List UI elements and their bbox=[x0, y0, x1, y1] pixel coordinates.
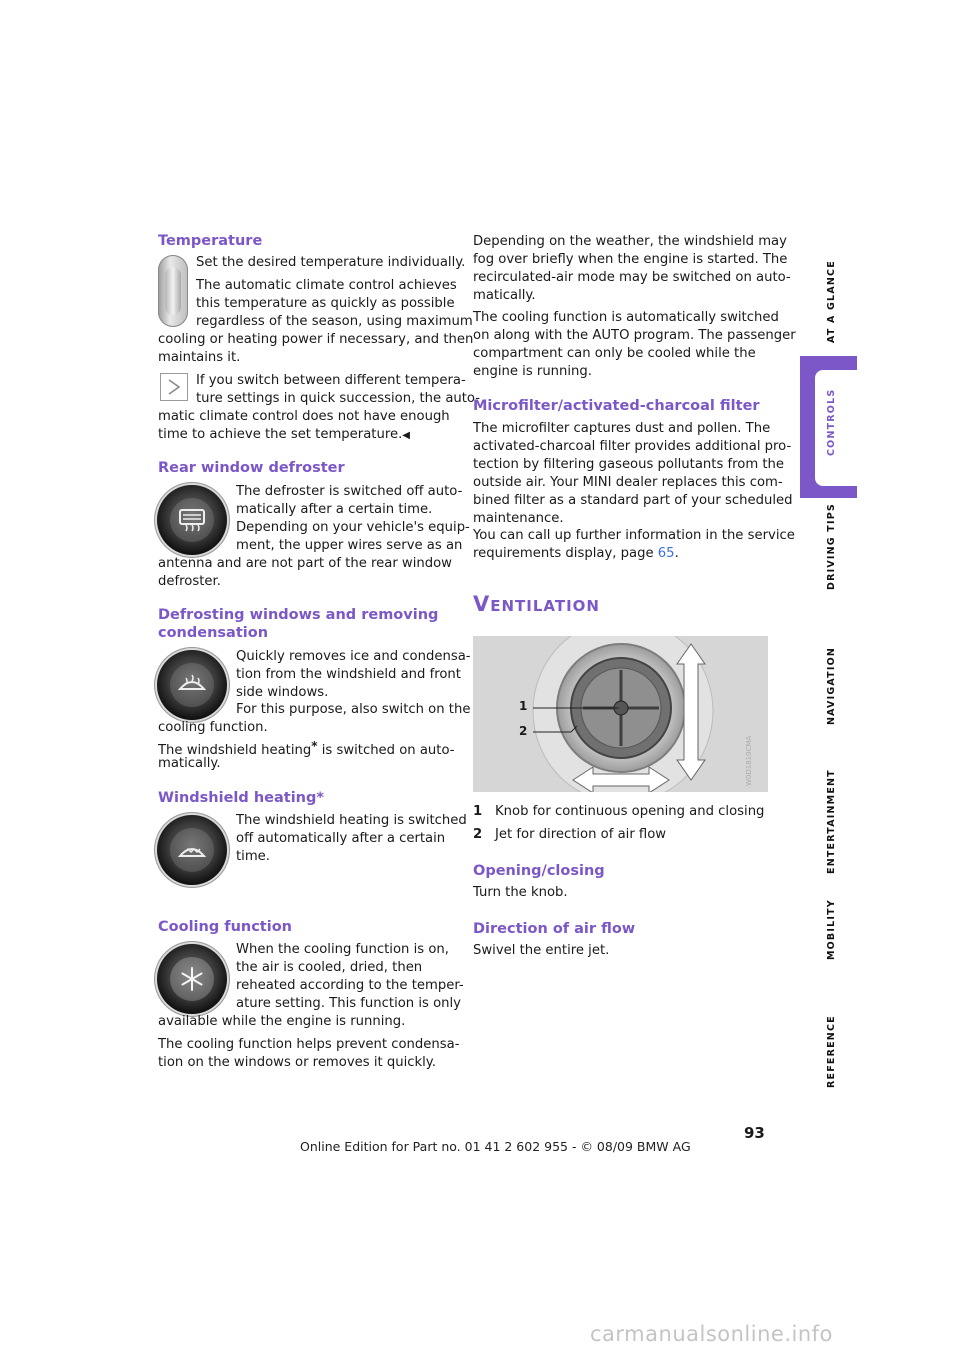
right-p2-line4: engine is running. bbox=[473, 364, 592, 379]
cooling-line6: The cooling function helps prevent condensa- bbox=[158, 1037, 460, 1052]
defrost-heading-line1: Defrosting windows and removing bbox=[158, 607, 439, 623]
temperature-heading: Temperature bbox=[158, 233, 263, 249]
rear-defroster-button-image bbox=[157, 485, 227, 555]
note-line3: matic climate control does not have enough bbox=[158, 409, 450, 424]
cooling-line7: tion on the windows or removes it quickly. bbox=[158, 1055, 436, 1070]
cooling-button-image bbox=[157, 944, 227, 1014]
page-link[interactable]: 65 bbox=[657, 546, 675, 561]
vent-item-2-num: 2 bbox=[473, 827, 483, 842]
windshield-heating-heading: Windshield heating* bbox=[158, 790, 324, 806]
sidebar-item-navigation[interactable]: NAVIGATION bbox=[826, 647, 837, 725]
rear-defroster-heading: Rear window defroster bbox=[158, 460, 345, 476]
rear-line5: antenna and are not part of the rear window bbox=[158, 556, 452, 571]
wsheat-line1: The windshield heating is switched bbox=[236, 813, 467, 828]
cooling-line3: reheated according to the temper- bbox=[236, 978, 464, 993]
right-p2-line1: The cooling function is automatically switched bbox=[473, 310, 779, 325]
sidebar-item-at-a-glance[interactable]: AT A GLANCE bbox=[826, 260, 837, 343]
right-p1-line4: matically. bbox=[473, 288, 536, 303]
end-mark-icon: ◀ bbox=[402, 430, 410, 441]
note-line1: If you switch between different tempera- bbox=[196, 373, 466, 388]
micro-line3: tection by filtering gaseous pollutants from the bbox=[473, 457, 785, 472]
vent-item-1 bbox=[473, 803, 764, 821]
micro-line2: activated-charcoal filter provides additional pro- bbox=[473, 439, 792, 454]
microfilter-heading: Microfilter/activated-charcoal filter bbox=[473, 398, 760, 414]
wsheat-line3: time. bbox=[236, 849, 270, 864]
cooling-line2: the air is cooled, dried, then bbox=[236, 960, 423, 975]
defrost-line4: For this purpose, also switch on the bbox=[236, 702, 471, 717]
air-direction-text: Swivel the entire jet. bbox=[473, 943, 610, 958]
sidebar-item-mobility[interactable]: MOBILITY bbox=[826, 899, 837, 960]
micro-line6: maintenance. bbox=[473, 511, 564, 526]
edition-footer: Online Edition for Part no. 01 41 2 602 955 - © 08/09 BMW AG bbox=[300, 1139, 691, 1154]
note-line4-text: time to achieve the set temperature. bbox=[158, 427, 403, 442]
rear-line1: The defroster is switched off auto- bbox=[236, 484, 463, 499]
temperature-line4: regardless of the season, using maximum bbox=[196, 314, 473, 329]
right-p1-line3: recirculated-air mode may be switched on auto- bbox=[473, 270, 791, 285]
right-p2-line2: on along with the AUTO program. The passenger bbox=[473, 328, 796, 343]
air-direction-heading: Direction of air flow bbox=[473, 921, 636, 937]
defrost-line6-b: is switched on auto- bbox=[317, 743, 455, 758]
image-code: W0D1810CMA bbox=[745, 735, 753, 786]
wsheat-line2: off automatically after a certain bbox=[236, 831, 446, 846]
micro-line8-text: requirements display, page bbox=[473, 546, 658, 561]
temperature-line3: this temperature as quickly as possible bbox=[196, 296, 455, 311]
opening-closing-heading: Opening/closing bbox=[473, 863, 605, 879]
cooling-line1: When the cooling function is on, bbox=[236, 942, 449, 957]
temperature-line5: cooling or heating power if necessary, and then bbox=[158, 332, 474, 347]
defrost-button-image bbox=[157, 650, 227, 720]
defrost-line6-a: The windshield heating bbox=[158, 743, 312, 758]
defrost-line3: side windows. bbox=[236, 685, 329, 700]
rear-line6: defroster. bbox=[158, 574, 221, 589]
micro-line8-end: . bbox=[674, 546, 679, 561]
micro-line1: The microfilter captures dust and pollen. The bbox=[473, 421, 771, 436]
vent-item-2 bbox=[473, 826, 666, 844]
windshield-heating-button-image bbox=[157, 815, 227, 885]
cooling-line4: ature setting. This function is only bbox=[236, 996, 461, 1011]
vent-illustration bbox=[473, 636, 768, 792]
right-p1-line1: Depending on the weather, the windshield may bbox=[473, 234, 787, 249]
windshield-heating-icon bbox=[177, 837, 207, 863]
cooling-line5: available while the engine is running. bbox=[158, 1014, 406, 1029]
note-line4 bbox=[158, 426, 410, 445]
sidebar-item-controls[interactable]: CONTROLS bbox=[826, 388, 837, 456]
right-p2-line3: compartment can only be cooled while the bbox=[473, 346, 756, 361]
defrost-line1: Quickly removes ice and condensa- bbox=[236, 649, 471, 664]
defrost-line7: matically. bbox=[158, 756, 221, 771]
rear-defrost-icon bbox=[177, 507, 207, 533]
micro-line4: outside air. Your MINI dealer replaces this com- bbox=[473, 475, 783, 490]
rear-line2: matically after a certain time. bbox=[236, 502, 433, 517]
watermark: carmanualsonline.info bbox=[590, 1322, 833, 1346]
rear-line4: ment, the upper wires serve as an bbox=[236, 538, 463, 553]
callout-2: 2 bbox=[519, 724, 528, 738]
temperature-switch-image bbox=[158, 255, 188, 327]
defrost-line5: cooling function. bbox=[158, 720, 268, 735]
sidebar-item-driving-tips[interactable]: DRIVING TIPS bbox=[826, 503, 837, 590]
vent-item-2-text: Jet for direction of air flow bbox=[495, 827, 667, 842]
sidebar-item-reference[interactable]: REFERENCE bbox=[826, 1015, 837, 1088]
note-icon bbox=[160, 373, 188, 401]
right-p1-line2: fog over briefly when the engine is started. The bbox=[473, 252, 788, 267]
temperature-line1: Set the desired temperature individually. bbox=[196, 255, 466, 270]
callout-1: 1 bbox=[519, 699, 528, 713]
opening-closing-text: Turn the knob. bbox=[473, 885, 568, 900]
snowflake-icon bbox=[179, 966, 205, 992]
asterisk-mark: * bbox=[311, 739, 318, 753]
micro-line5: bined filter as a standard part of your scheduled bbox=[473, 493, 793, 508]
page-number: 93 bbox=[744, 1124, 765, 1142]
micro-line7: You can call up further information in the service bbox=[473, 528, 795, 543]
temperature-line6: maintains it. bbox=[158, 350, 241, 365]
cooling-heading: Cooling function bbox=[158, 919, 292, 935]
vent-item-1-text: Knob for continuous opening and closing bbox=[495, 804, 765, 819]
defrost-line2: tion from the windshield and front bbox=[236, 667, 461, 682]
note-line2: ture settings in quick succession, the auto- bbox=[196, 391, 481, 406]
micro-line8 bbox=[473, 545, 679, 563]
defrost-heading-line2: condensation bbox=[158, 625, 269, 641]
sidebar-item-entertainment[interactable]: ENTERTAINMENT bbox=[826, 769, 837, 874]
temperature-line2: The automatic climate control achieves bbox=[196, 278, 457, 293]
windshield-defrost-icon bbox=[177, 672, 207, 698]
rear-line3: Depending on your vehicle's equip- bbox=[236, 520, 470, 535]
ventilation-heading: Ventilation bbox=[473, 592, 600, 616]
vent-item-1-num: 1 bbox=[473, 804, 483, 819]
